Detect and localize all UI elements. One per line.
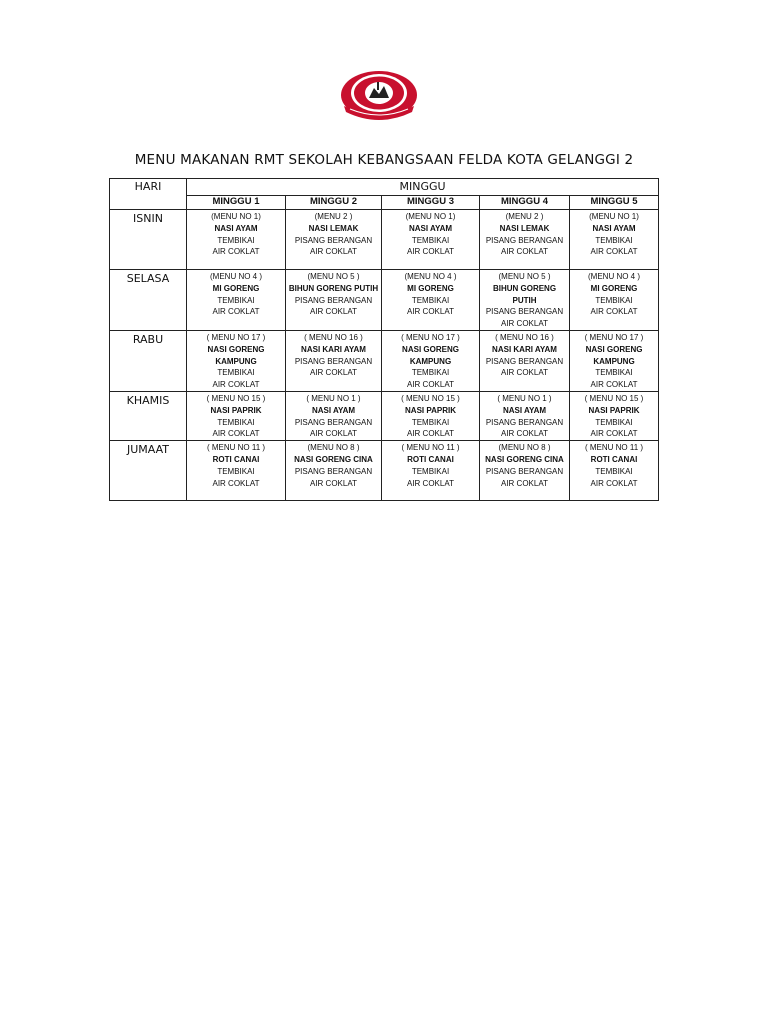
main-dish: NASI GORENG KAMPUNG: [402, 344, 459, 366]
drink-item: AIR COKLAT: [501, 319, 548, 329]
menu-number: ( MENU NO 15 ): [401, 393, 460, 403]
drink-item: AIR COKLAT: [590, 380, 638, 390]
menu-cell: [480, 441, 570, 501]
menu-number: (MENU NO 8 ): [498, 443, 551, 453]
school-logo: [338, 66, 420, 124]
menu-cell: [382, 270, 480, 331]
minggu-header: MINGGU: [187, 179, 659, 196]
menu-number: (MENU NO 1): [405, 212, 456, 221]
main-dish: NASI AYAM: [592, 223, 636, 233]
drink-item: AIR COKLAT: [501, 478, 548, 488]
menu-cell: [570, 270, 659, 331]
menu-cell: [187, 441, 286, 501]
table-row: [110, 391, 659, 440]
main-dish: MI GORENG: [590, 283, 638, 293]
menu-cell: [187, 270, 286, 331]
main-dish: NASI GORENG CINA: [294, 454, 373, 464]
menu-cell: [382, 330, 480, 391]
menu-cell: [570, 391, 659, 440]
menu-cell: [480, 270, 570, 331]
main-dish: NASI LEMAK: [499, 223, 550, 233]
fruit-item: TEMBIKAI: [411, 466, 450, 476]
fruit-item: PISANG BERANGAN: [485, 356, 564, 366]
menu-number: (MENU 2 ): [505, 212, 544, 221]
menu-cell: [570, 441, 659, 501]
menu-cell: [286, 391, 382, 440]
drink-item: AIR COKLAT: [310, 368, 357, 378]
drink-item: AIR COKLAT: [407, 429, 454, 439]
fruit-item: PISANG BERANGAN: [485, 307, 564, 317]
menu-cell: [480, 330, 570, 391]
fruit-item: TEMBIKAI: [595, 295, 633, 305]
menu-number: (MENU NO 4 ): [210, 272, 262, 281]
menu-number: (MENU NO 5 ): [498, 272, 551, 281]
day-label: JUMAAT: [110, 441, 187, 501]
menu-number: (MENU NO 4 ): [404, 272, 457, 281]
fruit-item: TEMBIKAI: [411, 368, 450, 378]
drink-item: AIR COKLAT: [212, 380, 260, 390]
main-dish: ROTI CANAI: [407, 454, 454, 464]
fruit-item: TEMBIKAI: [411, 295, 450, 305]
fruit-item: TEMBIKAI: [411, 417, 450, 427]
main-dish: BIHUN GORENG PUTIH: [288, 283, 379, 293]
menu-cell: [570, 330, 659, 391]
menu-cell: [480, 391, 570, 440]
menu-number: (MENU NO 1): [589, 212, 639, 221]
menu-number: ( MENU NO 17 ): [584, 332, 644, 342]
drink-item: AIR COKLAT: [310, 247, 357, 257]
fruit-item: TEMBIKAI: [595, 466, 633, 476]
menu-cell: [286, 210, 382, 270]
main-dish: ROTI CANAI: [212, 454, 260, 464]
drink-item: AIR COKLAT: [407, 478, 454, 488]
menu-cell: [480, 210, 570, 270]
menu-number: ( MENU NO 1 ): [306, 393, 361, 403]
drink-item: AIR COKLAT: [310, 307, 357, 317]
main-dish: NASI GORENG KAMPUNG: [207, 344, 265, 366]
drink-item: AIR COKLAT: [590, 307, 638, 317]
menu-number: (MENU NO 4 ): [588, 272, 641, 281]
menu-cell: [382, 391, 480, 440]
main-dish: NASI GORENG KAMPUNG: [585, 344, 643, 366]
hari-header: HARI: [110, 179, 187, 210]
drink-item: AIR COKLAT: [310, 478, 357, 488]
menu-number: ( MENU NO 11 ): [584, 443, 644, 453]
fruit-item: TEMBIKAI: [217, 417, 255, 427]
table-row: [110, 441, 659, 501]
menu-table: [109, 178, 659, 501]
drink-item: AIR COKLAT: [407, 380, 454, 390]
menu-number: ( MENU NO 17 ): [401, 332, 460, 342]
drink-item: AIR COKLAT: [212, 478, 260, 488]
fruit-item: PISANG BERANGAN: [485, 417, 564, 427]
drink-item: AIR COKLAT: [310, 429, 357, 439]
menu-number: ( MENU NO 11 ): [401, 443, 460, 453]
table-row: [110, 210, 659, 270]
fruit-item: PISANG BERANGAN: [294, 235, 373, 245]
fruit-item: TEMBIKAI: [595, 235, 633, 245]
day-label: SELASA: [110, 270, 187, 331]
fruit-item: PISANG BERANGAN: [485, 466, 564, 476]
menu-number: ( MENU NO 15 ): [206, 393, 266, 403]
drink-item: AIR COKLAT: [212, 307, 260, 317]
drink-item: AIR COKLAT: [212, 247, 260, 257]
menu-number: ( MENU NO 16 ): [495, 332, 554, 342]
drink-item: AIR COKLAT: [501, 247, 548, 257]
fruit-item: PISANG BERANGAN: [485, 235, 564, 245]
table-row: [110, 270, 659, 331]
day-label: ISNIN: [110, 210, 187, 270]
fruit-item: TEMBIKAI: [217, 235, 255, 245]
main-dish: NASI KARI AYAM: [301, 344, 366, 354]
week-header: MINGGU 1: [187, 196, 286, 210]
week-header-row: [110, 196, 659, 210]
main-dish: NASI AYAM: [408, 223, 453, 233]
fruit-item: TEMBIKAI: [595, 417, 633, 427]
menu-number: ( MENU NO 16 ): [304, 332, 363, 342]
week-header: MINGGU 5: [570, 196, 659, 210]
main-dish: NASI GORENG CINA: [485, 454, 564, 464]
drink-item: AIR COKLAT: [212, 429, 260, 439]
menu-cell: [382, 441, 480, 501]
table-header-row: [110, 179, 659, 196]
fruit-item: TEMBIKAI: [595, 368, 633, 378]
drink-item: AIR COKLAT: [407, 247, 454, 257]
fruit-item: TEMBIKAI: [411, 235, 450, 245]
main-dish: MI GORENG: [212, 283, 260, 293]
week-header: MINGGU 4: [480, 196, 570, 210]
drink-item: AIR COKLAT: [501, 429, 548, 439]
drink-item: AIR COKLAT: [590, 247, 638, 257]
main-dish: NASI PAPRIK: [588, 405, 640, 415]
main-dish: BIHUN GORENG PUTIH: [492, 283, 557, 305]
menu-number: ( MENU NO 17 ): [206, 332, 266, 342]
menu-number: (MENU NO 1): [211, 212, 261, 221]
drink-item: AIR COKLAT: [590, 429, 638, 439]
main-dish: MI GORENG: [407, 283, 454, 293]
menu-number: (MENU NO 8 ): [307, 443, 360, 453]
main-dish: NASI LEMAK: [308, 223, 359, 233]
fruit-item: TEMBIKAI: [217, 466, 255, 476]
fruit-item: PISANG BERANGAN: [294, 356, 373, 366]
week-header: MINGGU 2: [286, 196, 382, 210]
fruit-item: PISANG BERANGAN: [294, 295, 373, 305]
fruit-item: TEMBIKAI: [217, 295, 255, 305]
menu-number: ( MENU NO 15 ): [584, 393, 644, 403]
week-header: MINGGU 3: [382, 196, 480, 210]
day-label: RABU: [110, 330, 187, 391]
menu-cell: [570, 210, 659, 270]
menu-number: ( MENU NO 11 ): [206, 443, 266, 453]
menu-cell: [286, 441, 382, 501]
drink-item: AIR COKLAT: [590, 478, 638, 488]
menu-number: ( MENU NO 1 ): [497, 393, 552, 403]
fruit-item: PISANG BERANGAN: [294, 417, 373, 427]
menu-cell: [286, 270, 382, 331]
drink-item: AIR COKLAT: [407, 307, 454, 317]
table-row: [110, 330, 659, 391]
menu-number: (MENU 2 ): [314, 212, 353, 221]
menu-cell: [286, 330, 382, 391]
fruit-item: PISANG BERANGAN: [294, 466, 373, 476]
menu-cell: [187, 391, 286, 440]
menu-cell: [187, 330, 286, 391]
main-dish: NASI PAPRIK: [210, 405, 262, 415]
main-dish: NASI AYAM: [502, 405, 547, 415]
menu-number: (MENU NO 5 ): [307, 272, 360, 281]
main-dish: NASI AYAM: [214, 223, 258, 233]
main-dish: ROTI CANAI: [590, 454, 638, 464]
drink-item: AIR COKLAT: [501, 368, 548, 378]
day-label: KHAMIS: [110, 391, 187, 440]
main-dish: NASI AYAM: [311, 405, 356, 415]
main-dish: NASI PAPRIK: [405, 405, 456, 415]
main-dish: NASI KARI AYAM: [492, 344, 557, 354]
menu-cell: [187, 210, 286, 270]
page-title: MENU MAKANAN RMT SEKOLAH KEBANGSAAN FELDA KOTA GELANGGI 2: [134, 152, 634, 168]
fruit-item: TEMBIKAI: [217, 368, 255, 378]
menu-cell: [382, 210, 480, 270]
